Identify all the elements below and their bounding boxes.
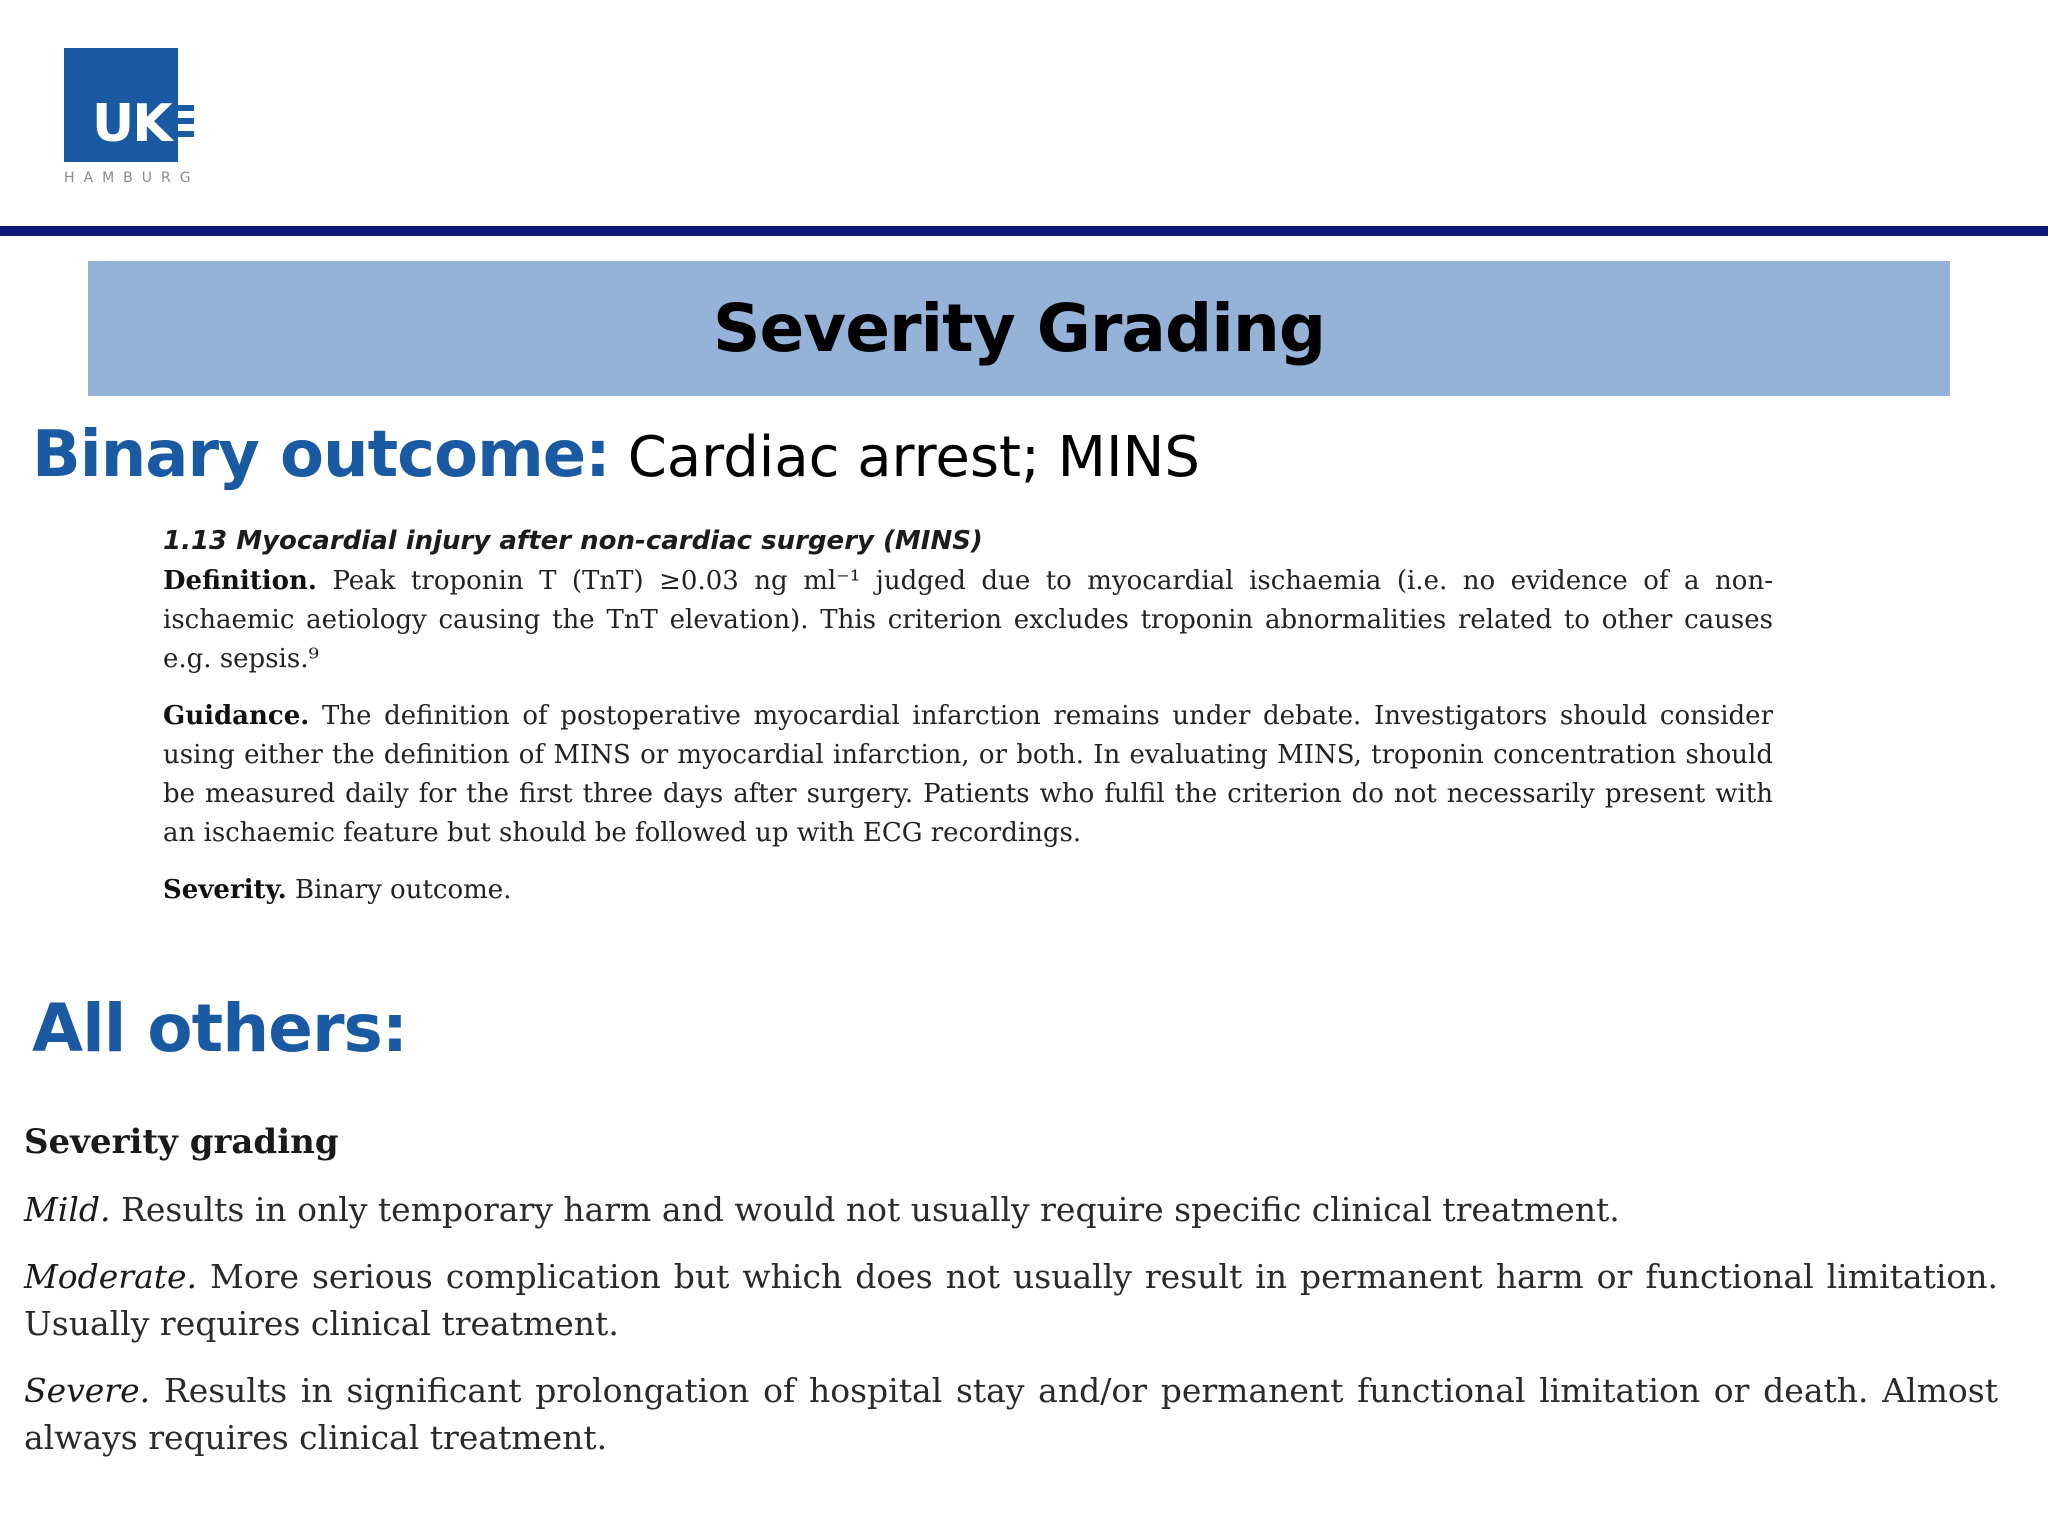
moderate-label: Moderate. <box>24 1257 198 1296</box>
header-divider <box>0 226 2048 236</box>
mins-heading: 1.13 Myocardial injury after non-cardiac surgery (MINS) <box>163 526 983 556</box>
severity-text: Binary outcome. <box>295 875 512 905</box>
logo-subtext: HAMBURG <box>64 170 200 186</box>
grade-moderate <box>24 1253 1998 1347</box>
title-bar <box>88 261 1950 396</box>
severe-text: Results in significant prolongation of hospital stay and/or permanent functional limitation or death. Almost always requires clinical treatment. <box>24 1371 1998 1457</box>
severity-grading-heading: Severity grading <box>24 1122 339 1162</box>
grade-severe <box>24 1367 1998 1461</box>
moderate-text: More serious complication but which does not usually result in permanent harm or functional limitation. Usually requires clinical treatment. <box>24 1257 1998 1343</box>
severity-label: Severity. <box>163 875 287 905</box>
binary-outcome-label: Binary outcome: <box>32 418 610 492</box>
mild-text: Results in only temporary harm and would not usually require specific clinical treatment. <box>121 1190 1620 1229</box>
all-others-heading: All others: <box>32 990 408 1067</box>
guidance-text: The definition of postoperative myocardial infarction remains under debate. Investigators should consider using either the definition of MINS or myocardial infarction, or both. In evaluating MINS, troponin concentration should be measured daily for the first three days after surgery. Patients who fulfil the criterion do not necessarily present with an ischaemic feature but should be followed up with ECG recordings. <box>163 701 1773 848</box>
mins-excerpt <box>163 526 1773 928</box>
logo-text: UK <box>92 94 171 154</box>
guidance-label: Guidance. <box>163 701 310 731</box>
binary-outcome-value: Cardiac arrest; MINS <box>627 425 1200 490</box>
mins-definition <box>163 562 1773 679</box>
definition-text: Peak troponin T (TnT) ≥0.03 ng ml⁻¹ judged due to myocardial ischaemia (i.e. no evidence of a non-ischaemic aetiology causing the TnT elevation). This criterion excludes troponin abnormalities related to other causes e.g. sepsis.⁹ <box>163 566 1773 674</box>
mins-severity <box>163 871 1773 910</box>
slide-title: Severity Grading <box>712 290 1326 367</box>
mild-label: Mild. <box>24 1190 111 1229</box>
severe-label: Severe. <box>24 1371 151 1410</box>
mins-guidance <box>163 697 1773 853</box>
binary-outcome-line <box>32 418 1200 492</box>
logo-bars-icon <box>174 105 194 145</box>
definition-label: Definition. <box>163 566 317 596</box>
severity-grading-excerpt <box>24 1122 1998 1481</box>
grade-mild <box>24 1186 1998 1233</box>
